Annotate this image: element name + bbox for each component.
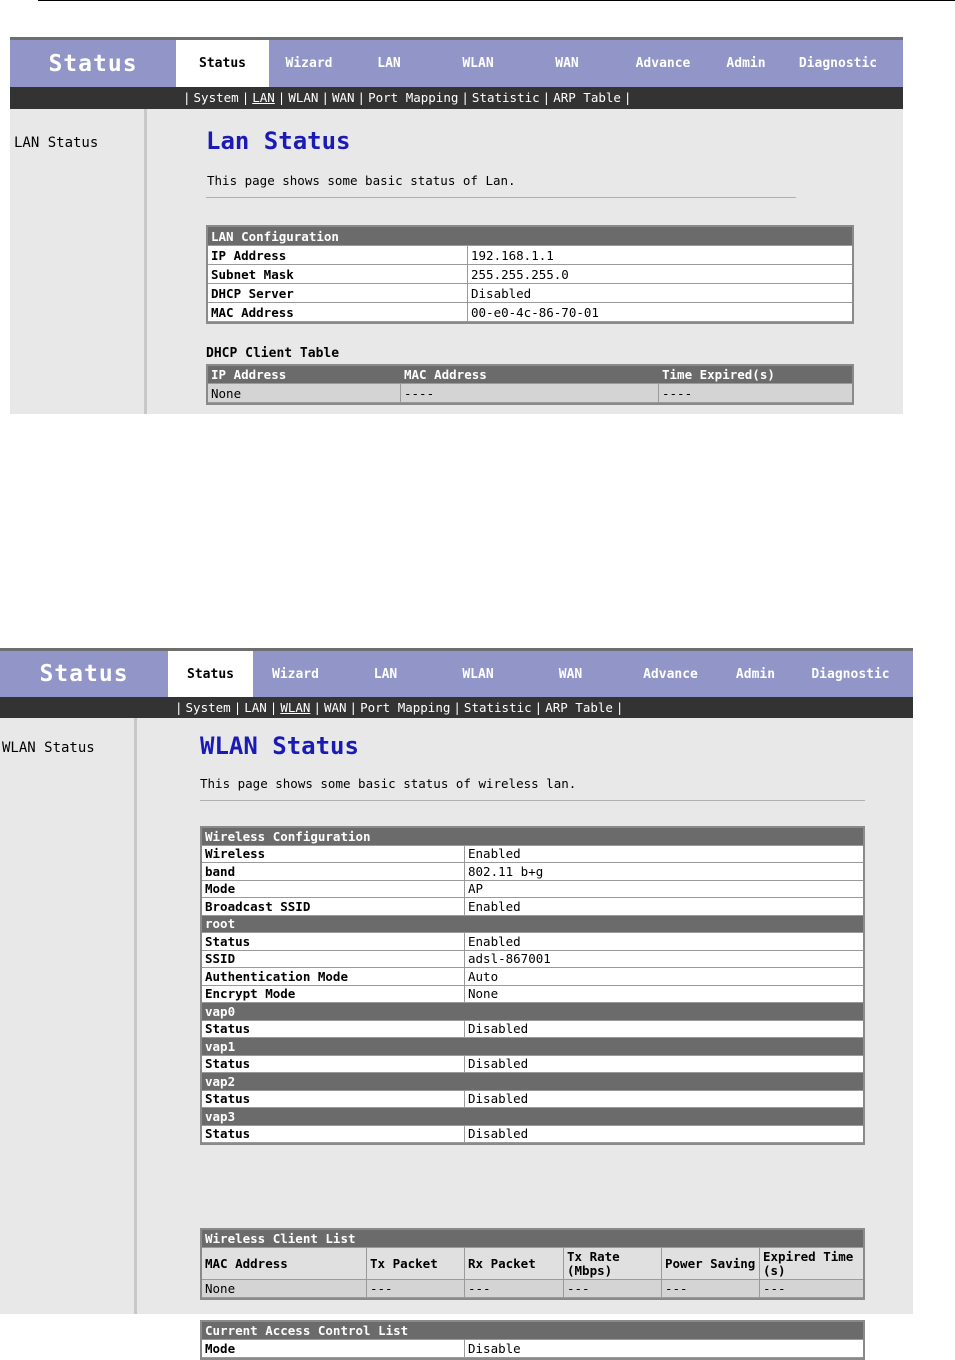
tab-lan[interactable]: LAN: [373, 666, 398, 682]
row-label: Encrypt Mode: [202, 986, 465, 1004]
sidebar-item-lan-status[interactable]: LAN Status: [14, 135, 99, 151]
row-value: Enabled: [465, 898, 863, 916]
wireless-client-table: [200, 1228, 865, 1300]
section-header-row: [202, 1038, 863, 1056]
row-label: SSID: [202, 951, 465, 969]
section-header: vap3: [202, 1108, 863, 1126]
sub-navbar: | System | LAN | WLAN | WAN | Port Mapping | Statistic | ARP Table |: [0, 697, 913, 718]
table-row: [202, 1021, 863, 1039]
dhcp-table-title: DHCP Client Table: [206, 346, 340, 361]
table-row: [202, 846, 863, 864]
row-value: Disabled: [465, 1091, 863, 1109]
row-label: Broadcast SSID: [202, 898, 465, 916]
table-row: MAC Address 00-e0-4c-86-70-01: [208, 303, 852, 322]
subnav-arp-table[interactable]: ARP Table: [545, 700, 613, 715]
table-row: Subnet Mask 255.255.255.0: [208, 265, 852, 284]
main-tabs: [168, 651, 913, 697]
table-row: [202, 1126, 863, 1144]
table-row: Mode Disable: [202, 1340, 863, 1358]
subnav-port-mapping[interactable]: Port Mapping: [368, 90, 459, 105]
row-value: Disabled: [465, 1126, 863, 1144]
column-header: IP Address: [208, 366, 401, 384]
table-row: None --- --- --- --- ---: [202, 1280, 863, 1298]
column-header: MAC Address: [401, 366, 659, 384]
tab-wlan[interactable]: WLAN: [462, 666, 494, 682]
tab-advance[interactable]: Advance: [635, 56, 691, 71]
section-header-row: [202, 916, 863, 934]
main-tabs: [176, 40, 903, 87]
section-header-row: [202, 1108, 863, 1126]
tab-wizard[interactable]: Wizard: [272, 666, 319, 682]
subnav-statistic[interactable]: Statistic: [471, 90, 540, 105]
top-navbar: [0, 648, 913, 697]
row-value: Auto: [465, 968, 863, 986]
tab-admin[interactable]: Admin: [726, 56, 766, 71]
subnav-system[interactable]: System: [185, 700, 231, 715]
section-header-row: [202, 1073, 863, 1091]
table-header: Current Access Control List: [202, 1322, 863, 1340]
row-label: Wireless: [202, 846, 465, 864]
tab-status[interactable]: Status: [168, 651, 253, 697]
table-row: [202, 1091, 863, 1109]
column-header: Time Expired(s): [659, 366, 852, 384]
tab-wizard[interactable]: Wizard: [285, 56, 333, 71]
page-description: This page shows some basic status of wireless lan.: [200, 776, 577, 791]
brand-title: Status: [48, 50, 138, 77]
tab-lan[interactable]: LAN: [377, 56, 401, 71]
table-row: [202, 881, 863, 899]
section-header: vap2: [202, 1073, 863, 1091]
table-header: LAN Configuration: [208, 227, 852, 246]
row-label: Authentication Mode: [202, 968, 465, 986]
row-label: band: [202, 863, 465, 881]
page-title: WLAN Status: [200, 732, 359, 760]
column-header: MAC Address: [202, 1248, 367, 1280]
divider: [200, 800, 865, 801]
tab-admin[interactable]: Admin: [735, 666, 776, 682]
table-row: [202, 863, 863, 881]
table-header: Wireless Client List: [202, 1230, 863, 1248]
table-row: [202, 933, 863, 951]
column-header: Expired Time (s): [760, 1248, 863, 1280]
tab-advance[interactable]: Advance: [643, 666, 698, 682]
page-description: This page shows some basic status of Lan.: [207, 173, 516, 188]
top-navbar: [10, 37, 903, 87]
row-value: Enabled: [465, 846, 863, 864]
table-row: None ---- ----: [208, 384, 852, 403]
tab-wlan[interactable]: WLAN: [462, 56, 494, 71]
section-header: vap1: [202, 1038, 863, 1056]
table-header: Wireless Configuration: [202, 828, 863, 846]
subnav-wlan[interactable]: WLAN: [288, 90, 319, 105]
table-row: [202, 951, 863, 969]
subnav-lan[interactable]: LAN: [252, 90, 275, 105]
tab-diagnostic[interactable]: Diagnostic: [798, 56, 878, 71]
section-header: vap0: [202, 1003, 863, 1021]
table-row: [202, 986, 863, 1004]
dhcp-client-table: [206, 364, 854, 405]
row-value: Disabled: [465, 1021, 863, 1039]
wlan-status-screenshot: [0, 648, 913, 1356]
row-label: Status: [202, 1126, 465, 1144]
sidebar: [0, 718, 137, 1314]
section-header: root: [202, 916, 863, 934]
lan-config-table: [206, 225, 854, 324]
tab-wan[interactable]: WAN: [555, 56, 579, 71]
table-row: [202, 1056, 863, 1074]
row-value: Disabled: [465, 1056, 863, 1074]
tab-diagnostic[interactable]: Diagnostic: [811, 666, 890, 682]
column-header: Power Saving: [662, 1248, 760, 1280]
row-value: None: [465, 986, 863, 1004]
column-header: Tx Packet: [367, 1248, 465, 1280]
subnav-port-mapping[interactable]: Port Mapping: [360, 700, 451, 715]
page-top-rule: [38, 0, 955, 1]
row-value: AP: [465, 881, 863, 899]
column-header: Rx Packet: [465, 1248, 564, 1280]
subnav-arp-table[interactable]: ARP Table: [553, 90, 621, 105]
page-title: Lan Status: [206, 127, 351, 155]
subnav-wan[interactable]: WAN: [331, 90, 355, 105]
lan-status-screenshot: [10, 37, 903, 414]
tab-status[interactable]: Status: [176, 40, 269, 87]
row-label: Status: [202, 1091, 465, 1109]
table-row: [202, 968, 863, 986]
row-label: Status: [202, 933, 465, 951]
divider: [206, 197, 796, 198]
row-value: adsl-867001: [465, 951, 863, 969]
column-header: Tx Rate (Mbps): [564, 1248, 662, 1280]
tab-wan[interactable]: WAN: [558, 666, 583, 682]
brand-title: Status: [39, 661, 129, 687]
row-label: Mode: [202, 881, 465, 899]
table-row: DHCP Server Disabled: [208, 284, 852, 303]
sidebar: [10, 109, 147, 414]
sidebar-item-wlan-status[interactable]: WLAN Status: [2, 740, 95, 756]
section-header-row: [202, 1003, 863, 1021]
subnav-wan[interactable]: WAN: [323, 700, 347, 715]
table-row: IP Address 192.168.1.1: [208, 246, 852, 265]
row-value: 802.11 b+g: [465, 863, 863, 881]
table-row: [202, 898, 863, 916]
subnav-lan[interactable]: LAN: [244, 700, 267, 715]
subnav-system[interactable]: System: [193, 90, 239, 105]
subnav-statistic[interactable]: Statistic: [463, 700, 532, 715]
access-control-table: [200, 1320, 865, 1360]
sub-navbar: | System | LAN | WLAN | WAN | Port Mapping | Statistic | ARP Table |: [10, 87, 903, 109]
row-label: Status: [202, 1021, 465, 1039]
wireless-config-table: [200, 826, 865, 1145]
subnav-wlan[interactable]: WLAN: [280, 700, 311, 715]
row-label: Status: [202, 1056, 465, 1074]
row-value: Enabled: [465, 933, 863, 951]
